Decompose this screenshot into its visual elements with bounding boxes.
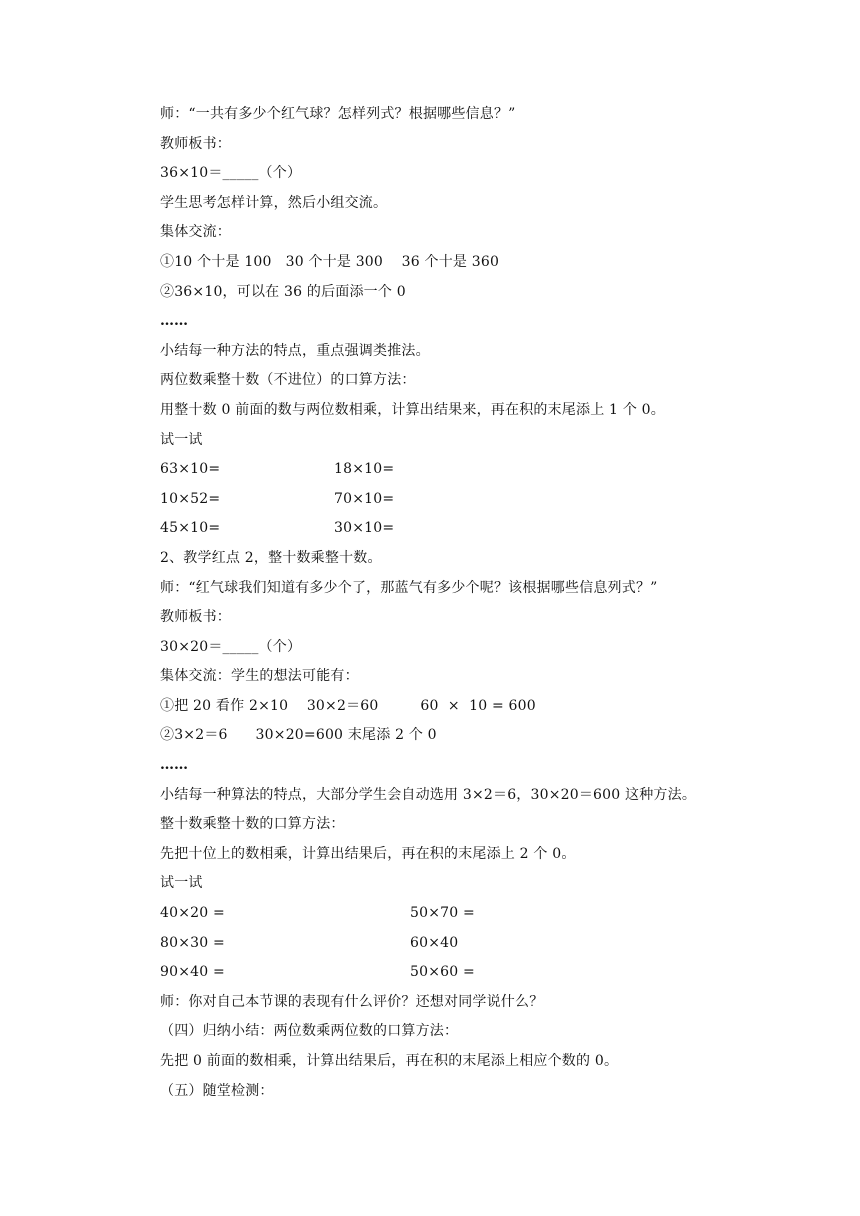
method-two: ②36×10，可以在 36 的后面添一个 0 (160, 283, 406, 300)
idea-one: ①把 20 看作 2×10 30×2＝60 60 × 10 = 600 (160, 697, 536, 714)
summary-methods: 小结每一种方法的特点，重点强调类推法。 (160, 342, 430, 359)
group-exchange-label: 集体交流： (160, 224, 231, 241)
exercise-item: 40×20 = (160, 905, 225, 922)
exercise-row (160, 899, 780, 929)
exercise-item: 45×10= (160, 520, 221, 537)
ellipsis: …… (160, 757, 188, 774)
summary-rule-text: 先把 0 前面的数相乘，计算出结果后，再在积的末尾添上相应个数的 0。 (160, 1053, 619, 1069)
ellipsis: …… (160, 313, 188, 330)
exercise-item: 50×60 = (410, 964, 475, 981)
section-quiz-heading: （五）随堂检测： (160, 1082, 274, 1099)
exercise-item: 80×30 = (160, 934, 225, 951)
exercise-item: 10×52= (160, 490, 221, 507)
exercise-row (160, 958, 780, 988)
exercise-item: 50×70 = (410, 905, 475, 922)
rule-text-two-digit: 用整十数 0 前面的数与两位数相乘，计算出结果来，再在积的末尾添上 1 个 0。 (160, 401, 665, 418)
summary-algorithms: 小结每一种算法的特点，大部分学生会自动选用 3×2＝6，30×20＝600 这种方法。 (160, 786, 697, 803)
section-heading-red-dot-2: 2、教学红点 2，整十数乘整十数。 (160, 549, 382, 566)
rule-text-tens: 先把十位上的数相乘，计算出结果后，再在积的末尾添上 2 个 0。 (160, 845, 576, 862)
exercise-item: 90×40 = (160, 964, 225, 981)
teacher-question-red-balloons: 师：“一共有多少个红气球？怎样列式？根据哪些信息？” (160, 106, 516, 122)
board-writing-label: 教师板书： (160, 609, 231, 626)
document-body (160, 100, 780, 1106)
group-exchange-ideas: 集体交流：学生的想法可能有： (160, 668, 359, 685)
exercise-item: 60×40 (410, 934, 459, 951)
equation-30x20: 30×20＝_____（个） (160, 638, 302, 655)
rule-heading-two-digit: 两位数乘整十数（不进位）的口算方法： (160, 372, 416, 389)
section-summary-heading: （四）归纳小结：两位数乘两位数的口算方法： (160, 1023, 459, 1040)
teacher-self-evaluation: 师：你对自己本节课的表现有什么评价？还想对同学说什么？ (160, 993, 544, 1010)
board-writing-label: 教师板书： (160, 135, 231, 152)
exercise-item: 70×10= (334, 490, 395, 507)
exercise-row (160, 929, 780, 959)
exercise-row (160, 455, 780, 485)
try-it-heading: 试一试 (160, 431, 203, 448)
exercise-item: 63×10= (160, 461, 221, 478)
rule-heading-tens: 整十数乘整十数的口算方法： (160, 816, 345, 833)
exercise-item: 18×10= (334, 461, 395, 478)
student-discussion: 学生思考怎样计算，然后小组交流。 (160, 194, 388, 211)
idea-two: ②3×2＝6 30×20=600 末尾添 2 个 0 (160, 727, 437, 744)
teacher-question-blue-balloons: 师：“红气球我们知道有多少个了，那蓝气有多少个呢？该根据哪些信息列式？” (160, 579, 658, 596)
exercise-item: 30×10= (334, 520, 395, 537)
method-one: ①10 个十是 100 30 个十是 300 36 个十是 360 (160, 253, 500, 270)
equation-36x10: 36×10＝_____（个） (160, 165, 302, 182)
exercise-row (160, 514, 780, 544)
try-it-heading: 试一试 (160, 875, 203, 892)
exercise-row (160, 485, 780, 515)
